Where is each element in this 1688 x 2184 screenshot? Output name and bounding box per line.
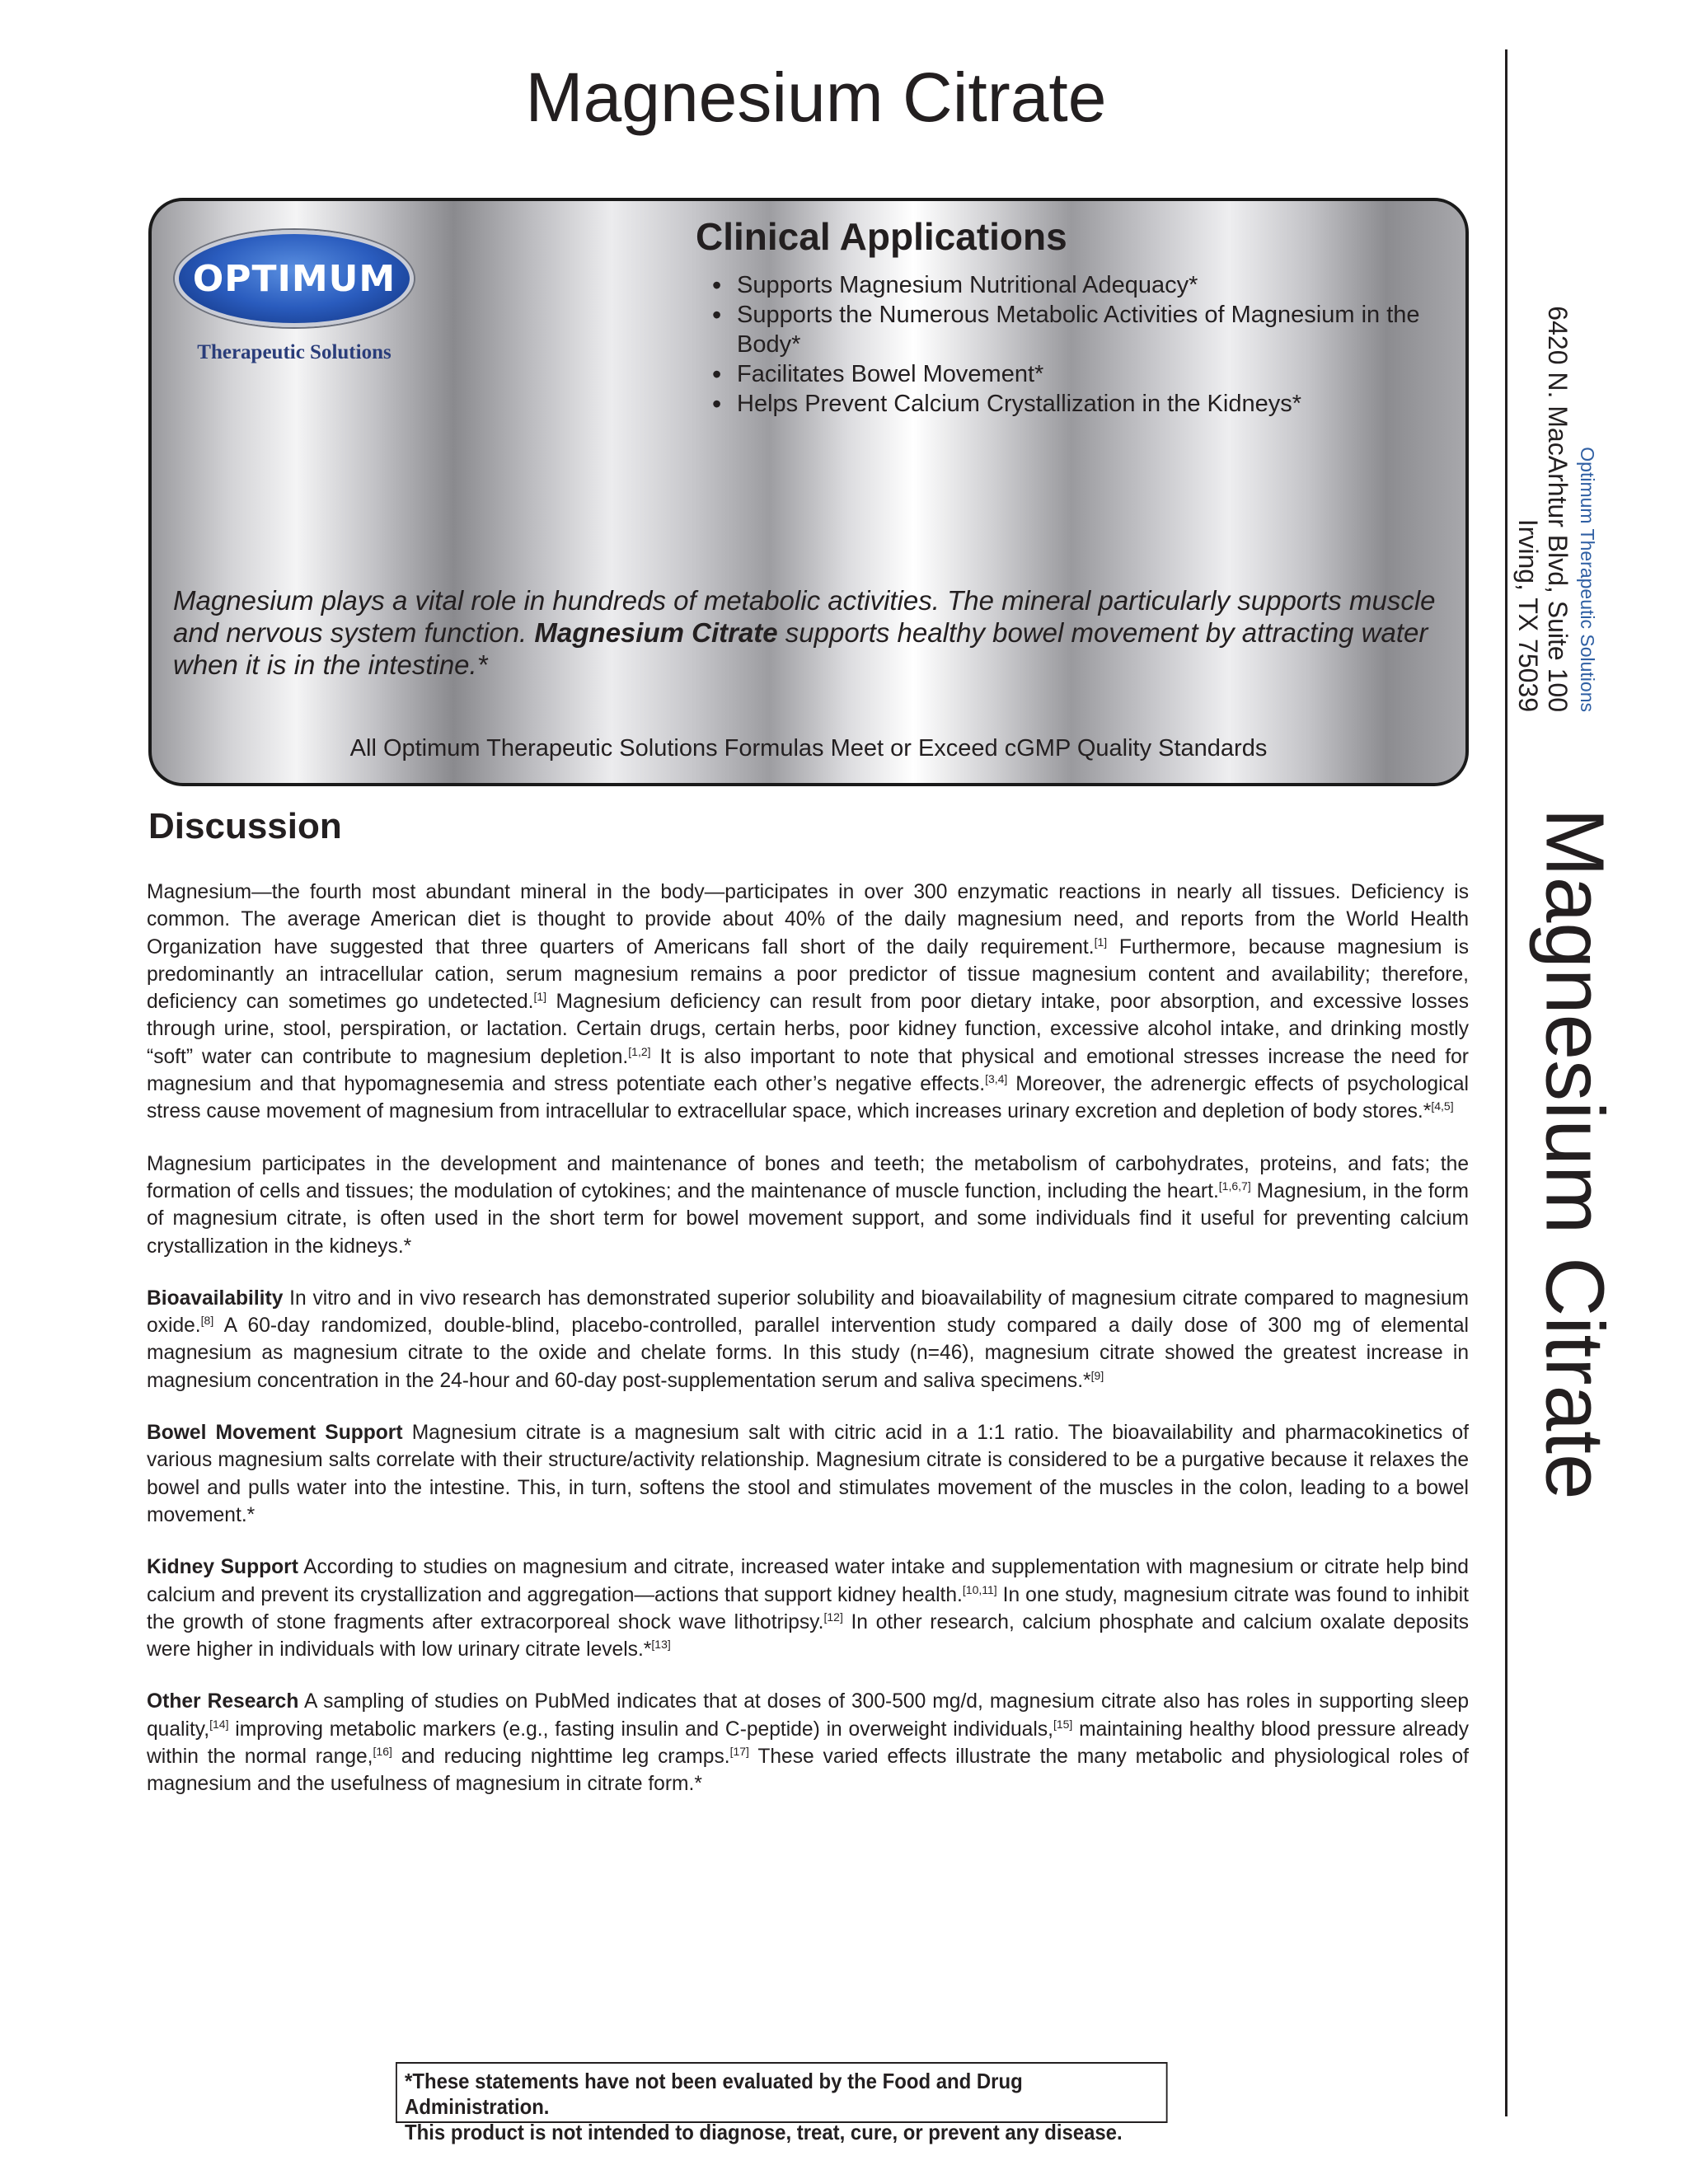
list-item: • Supports the Numerous Metabolic Activities of Magnesium in the Body* — [712, 300, 1437, 359]
subheading: Bioavailability — [147, 1286, 284, 1310]
paragraph-bioavailability — [147, 1285, 1469, 1394]
fda-disclaimer — [396, 2062, 1168, 2144]
citation: [4,5] — [1431, 1099, 1454, 1113]
citation: [8] — [200, 1314, 214, 1328]
text: Magnesium deficiency can result from poor dietary intake, poor absorption, and excessive losses through urine, stool, perspiration, or lactation. Certain drugs, certain herbs, poor kidney function, excessive alcohol intake, and drinking mostly “soft” water can contribute to magnesium depletion. — [147, 991, 1469, 1068]
paragraph — [147, 1151, 1469, 1260]
paragraph-kidney-support — [147, 1554, 1469, 1663]
text: Furthermore, because magnesium is predominantly an intracellular cation, serum magnesium remains a poor predictor of tissue magnesium content and availability; therefore, deficiency can sometimes go undetected. — [147, 935, 1469, 1014]
intro-text: supports healthy bowel movement by attracting water when it is in the intestine.* — [173, 617, 1428, 680]
page-title: Magnesium Citrate — [525, 59, 1107, 136]
paragraph-other-research — [147, 1688, 1469, 1797]
text: In one study, magnesium citrate was found to inhibit the growth of stone fragments after extracorporeal shock wave lithotripsy. — [147, 1583, 1469, 1633]
text: According to studies on magnesium and citrate, increased water intake and supplementation with magnesium or citrate help bind calcium and prevent its crystallization and aggregation—actions that support kidney health. — [147, 1556, 1469, 1606]
side-title: Magnesium Citrate — [1528, 808, 1621, 1500]
optimum-logo — [175, 230, 414, 327]
paragraph-bowel-movement — [147, 1419, 1469, 1529]
text: A 60-day randomized, double-blind, placebo-controlled, parallel intervention study compared a daily dose of 300 mg of elemental magnesium as magnesium citrate to the oxide and chelate forms. In this study (n=46), magnesium citrate showed the greatest increase in magnesium concentration in the 24-hour and 60-day post-supplementation serum and saliva specimens.* — [147, 1315, 1469, 1392]
list-item: • Helps Prevent Calcium Crystallization in the Kidneys* — [712, 389, 1437, 419]
discussion-body — [147, 879, 1469, 1823]
text: maintaining healthy blood pressure already within the normal range, — [147, 1718, 1469, 1769]
text: In other research, calcium phosphate and calcium oxalate deposits were higher in individuals with low urinary citrate levels.* — [147, 1610, 1469, 1661]
subheading: Bowel Movement Support — [147, 1422, 403, 1445]
citation: [12] — [823, 1610, 843, 1624]
company-address — [1513, 284, 1602, 712]
citation: [16] — [373, 1745, 392, 1759]
text: These varied effects illustrate the many metabolic and physiological roles of magnesium and the usefulness of magnesium in citrate form.* — [147, 1746, 1469, 1796]
text: It is also important to note that physical and emotional stresses increase the need for magnesium and that hypomagnesemia and stress potentiate each other’s negative effects. — [147, 1045, 1469, 1096]
text: and reducing nighttime leg cramps. — [392, 1746, 730, 1769]
clinical-applications-panel — [148, 198, 1469, 786]
text: Magnesium—the fourth most abundant mineral in the body—participates in over 300 enzymatic reactions in nearly all tissues. Deficiency is common. The average American diet is thought to provide about 40% of the daily magnesium need, and reports from the World Health Organization have suggested that three quarters of Americans fall short of the daily requirement. — [147, 881, 1469, 958]
list-item: • Supports Magnesium Nutritional Adequacy* — [712, 270, 1437, 300]
citation: [1] — [1094, 935, 1108, 949]
paragraph — [147, 879, 1469, 1126]
text: A sampling of studies on PubMed indicates that at doses of 300-500 mg/d, magnesium citrate also has roles in supporting sleep quality, — [147, 1690, 1469, 1741]
subheading: Kidney Support — [147, 1556, 298, 1579]
logo-subtitle: Therapeutic Solutions — [197, 341, 392, 363]
text: improving metabolic markers (e.g., fasting insulin and C-peptide) in overweight individuals, — [228, 1718, 1053, 1741]
citation: [13] — [651, 1638, 671, 1652]
citation: [17] — [729, 1745, 749, 1759]
citation: [14] — [209, 1717, 229, 1731]
text: Magnesium participates in the development and maintenance of bones and teeth; the metabolism of carbohydrates, proteins, and fats; the formation of cells and tissues; the modulation of cytokines; and the maintenance of muscle function, including the heart. — [147, 1152, 1469, 1202]
address-street: 6420 N. MacArhtur Blvd, Suite 100 — [1543, 306, 1573, 712]
text: Magnesium citrate is a magnesium salt with citric acid in a 1:1 ratio. The bioavailability and pharmacokinetics of various magnesium salts correlate with their structure/activity relationship. Magnesium citrate is considered to be a purgative because it relaxes the bowel and pulls water into the intestine. This, in turn, softens the stool and stimulates movement of the muscles in the colon, leading to a bowel movement.* — [147, 1422, 1469, 1526]
subheading: Other Research — [147, 1690, 299, 1713]
intro-text: Magnesium plays a vital role in hundreds of metabolic activities. The mineral particularly supports muscle and nervous system function. — [173, 585, 1436, 648]
text: In vitro and in vivo research has demonstrated superior solubility and bioavailability of magnesium citrate compared to magnesium oxide. — [147, 1286, 1469, 1338]
citation: [15] — [1053, 1717, 1073, 1731]
list-item: • Facilitates Bowel Movement* — [712, 359, 1437, 389]
product-intro — [173, 584, 1451, 681]
citation: [9] — [1090, 1368, 1104, 1382]
text: Moreover, the adrenergic effects of psychological stress cause movement of magnesium from intracellular to extracellular space, which increases urinary excretion and depletion of body stores.* — [147, 1073, 1470, 1123]
citation: [3,4] — [985, 1072, 1008, 1086]
clinical-applications-list — [712, 270, 1437, 419]
disclaimer-line: *These statements have not been evaluated by the Food and Drug Administration. — [405, 2069, 1023, 2119]
text: Magnesium, in the form of magnesium citrate, is often used in the short term for bowel movement support, and some individuals find it useful for preventing calcium crystallization in the kidneys.* — [147, 1179, 1470, 1258]
clinical-applications-heading: Clinical Applications — [696, 215, 1067, 258]
address-company: Optimum Therapeutic Solutions — [1577, 447, 1598, 712]
citation: [1,6,7] — [1218, 1179, 1251, 1193]
discussion-heading: Discussion — [148, 806, 342, 846]
citation: [1] — [533, 990, 547, 1004]
citation: [1,2] — [628, 1044, 651, 1058]
disclaimer-line: This product is not intended to diagnose, treat, cure, or prevent any disease. — [405, 2120, 1123, 2144]
cgmp-statement: All Optimum Therapeutic Solutions Formulas Meet or Exceed cGMP Quality Standards — [349, 735, 1268, 762]
citation: [10,11] — [962, 1582, 997, 1596]
address-city: Irving, TX 75039 — [1513, 518, 1543, 712]
vertical-divider — [1505, 49, 1507, 2116]
logo-word: OPTIMUM — [192, 257, 396, 300]
intro-product-name: Magnesium Citrate — [534, 617, 778, 648]
